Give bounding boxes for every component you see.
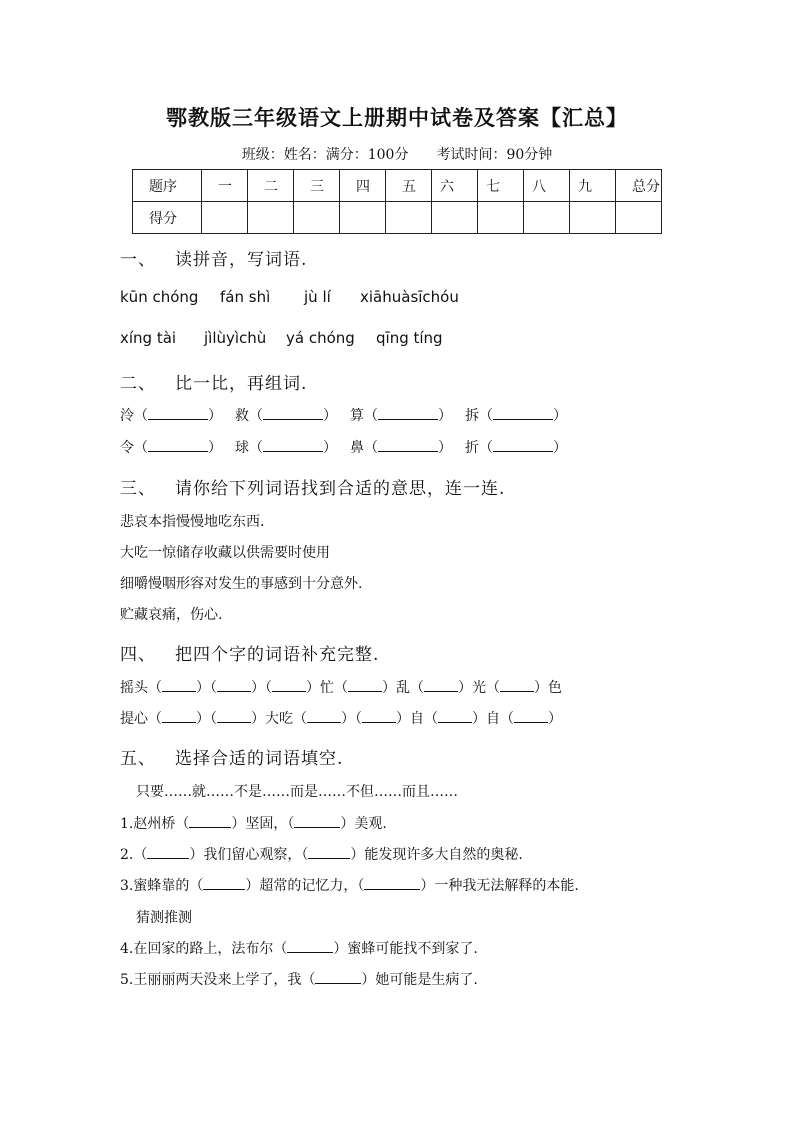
compare-item: 算（ ）	[350, 408, 452, 424]
question-text: ）超常的记忆力，（	[245, 878, 365, 894]
answer-blank[interactable]	[315, 971, 361, 984]
character: 折	[465, 440, 479, 456]
compare-item: 救（ ）	[235, 408, 337, 424]
answer-blank[interactable]	[438, 710, 472, 723]
answer-blank[interactable]	[362, 710, 396, 723]
page-title: 鄂教版三年级语文上册期中试卷及答案【汇总】	[166, 105, 628, 130]
header-cell: 九	[570, 170, 616, 202]
pinyin-item: jù lí	[304, 288, 331, 306]
matching-line: 贮藏哀痛，伤心.	[120, 607, 223, 623]
section-title: 选择合适的词语填空.	[175, 749, 344, 769]
answer-blank[interactable]	[217, 710, 251, 723]
matching-line: 悲哀本指慢慢地吃东西.	[120, 514, 265, 530]
section-title: 把四个字的词语补充完整.	[175, 645, 380, 665]
answer-blank[interactable]	[307, 710, 341, 723]
answer-blank[interactable]	[348, 679, 382, 692]
section-title: 读拼音，写词语.	[175, 250, 308, 270]
pinyin-item: kūn chóng	[120, 288, 199, 306]
header-cell: 一	[202, 170, 248, 202]
header-cell: 六	[432, 170, 478, 202]
character: 救	[235, 408, 249, 424]
answer-blank[interactable]	[424, 679, 458, 692]
answer-blank[interactable]	[263, 439, 323, 452]
answer-blank[interactable]	[148, 407, 208, 420]
question-text: 4.在回家的路上，法布尔（	[120, 941, 288, 957]
answer-blank[interactable]	[364, 877, 420, 890]
fill-question-3	[120, 875, 579, 895]
score-cell[interactable]	[478, 202, 524, 234]
question-text: ）一种我无法解释的本能.	[420, 878, 579, 894]
answer-blank[interactable]	[287, 940, 333, 953]
answer-blank[interactable]	[189, 815, 231, 828]
answer-blank[interactable]	[147, 846, 189, 859]
answer-blank[interactable]	[203, 877, 245, 890]
section-title: 请你给下列词语找到合适的意思，连一连.	[175, 479, 506, 499]
character: 泠	[120, 408, 134, 424]
pinyin-item: qīng tíng	[376, 329, 443, 347]
word-compare-row-1	[120, 405, 567, 425]
pinyin-item: xíng tài	[120, 329, 177, 347]
header-cell: 八	[524, 170, 570, 202]
score-cell[interactable]	[570, 202, 616, 234]
section-number: 三、	[120, 479, 156, 499]
word-bank-2: 猜测推测	[136, 910, 192, 926]
score-cell[interactable]	[248, 202, 294, 234]
pinyin-row-2	[120, 329, 443, 347]
answer-blank[interactable]	[263, 407, 323, 420]
character: 拆	[465, 408, 479, 424]
compare-item: 折（ ）	[465, 440, 567, 456]
section-number: 四、	[120, 645, 156, 665]
section-1-heading	[120, 245, 307, 270]
fill-question-2	[120, 844, 523, 864]
header-cell: 五	[386, 170, 432, 202]
answer-blank[interactable]	[162, 710, 196, 723]
section-number: 二、	[120, 374, 156, 394]
answer-blank[interactable]	[148, 439, 208, 452]
idiom-char: 大吃	[265, 711, 293, 727]
header-cell: 总分	[616, 170, 662, 202]
question-text: ）我们留心观察，（	[189, 847, 309, 863]
question-text: 2.（	[120, 847, 148, 863]
header-cell: 三	[294, 170, 340, 202]
pinyin-item: yá chóng	[286, 329, 355, 347]
character: 令	[120, 440, 134, 456]
compare-item: 拆（ ）	[465, 408, 567, 424]
header-cell: 二	[248, 170, 294, 202]
question-text: ）她可能是生病了.	[361, 972, 478, 988]
answer-blank[interactable]	[378, 439, 438, 452]
fill-question-1	[120, 813, 387, 833]
answer-blank[interactable]	[217, 679, 251, 692]
character: 球	[235, 440, 249, 456]
score-cell[interactable]	[616, 202, 662, 234]
idiom-char: 光	[472, 680, 486, 696]
score-cell[interactable]	[294, 202, 340, 234]
score-table-header-row	[133, 170, 662, 202]
compare-item: 球（ ）	[235, 440, 337, 456]
compare-item: 令（ ）	[120, 440, 222, 456]
compare-item: 鼻（ ）	[350, 440, 452, 456]
question-text: ）美观.	[340, 816, 387, 832]
score-cell[interactable]	[340, 202, 386, 234]
pinyin-item: fán shì	[220, 288, 271, 306]
answer-blank[interactable]	[493, 407, 553, 420]
header-cell: 四	[340, 170, 386, 202]
character: 算	[350, 408, 364, 424]
pinyin-item: jìlùyìchù	[204, 329, 267, 347]
exam-info: 班级：姓名：满分：100分 考试时间：90分钟	[241, 147, 553, 163]
idiom-char: 自	[410, 711, 424, 727]
character: 鼻	[350, 440, 364, 456]
score-table	[132, 169, 662, 234]
score-cell[interactable]	[432, 202, 478, 234]
answer-blank[interactable]	[500, 679, 534, 692]
idiom-char: 忙	[320, 680, 334, 696]
answer-blank[interactable]	[272, 679, 306, 692]
answer-blank[interactable]	[308, 846, 350, 859]
section-4-heading	[120, 640, 379, 665]
answer-blank[interactable]	[493, 439, 553, 452]
score-cell[interactable]	[386, 202, 432, 234]
compare-item: 泠（ ）	[120, 408, 222, 424]
fill-question-4	[120, 938, 478, 958]
idiom-char: 乱	[396, 680, 410, 696]
answer-blank[interactable]	[378, 407, 438, 420]
idiom-char: 提心	[120, 711, 148, 727]
score-table-score-row	[133, 202, 662, 234]
score-cell[interactable]	[524, 202, 570, 234]
idiom-char: 色	[548, 680, 562, 696]
section-5-heading	[120, 744, 343, 769]
matching-line: 大吃一惊储存收藏以供需要时使用	[120, 545, 330, 561]
matching-line: 细嚼慢咽形容对发生的事感到十分意外.	[120, 576, 363, 592]
section-title: 比一比，再组词.	[175, 374, 308, 394]
fill-question-5	[120, 969, 478, 989]
question-text: ）能发现许多大自然的奥秘.	[350, 847, 523, 863]
section-number: 一、	[120, 250, 156, 270]
pinyin-row-1	[120, 288, 459, 306]
score-cell[interactable]	[202, 202, 248, 234]
section-number: 五、	[120, 749, 156, 769]
word-compare-row-2	[120, 437, 567, 457]
header-cell: 七	[478, 170, 524, 202]
pinyin-item: xiāhuàsīchóu	[360, 288, 459, 306]
section-3-heading	[120, 474, 505, 499]
question-text: ）坚固，（	[231, 816, 295, 832]
idiom-row-1: 摇头（ ）（ ）（ ）忙（ ）乱（ ）光（ ）色	[120, 680, 562, 696]
question-text: 3.蜜蜂靠的（	[120, 878, 204, 894]
question-text: 5.王丽丽两天没来上学了，我（	[120, 972, 316, 988]
question-text: ）蜜蜂可能找不到家了.	[333, 941, 478, 957]
word-bank-1: 只要……就……不是……而是……不但……而且……	[136, 784, 458, 800]
idiom-char: 自	[486, 711, 500, 727]
idiom-char: 摇头	[120, 680, 148, 696]
idiom-row-2: 提心（ ）（ ）大吃（ ）（ ）自（ ）自（ ）	[120, 711, 562, 727]
section-2-heading	[120, 369, 307, 394]
answer-blank[interactable]	[294, 815, 340, 828]
score-row-label: 得分	[133, 202, 202, 234]
header-cell: 题序	[133, 170, 202, 202]
question-text: 1.赵州桥（	[120, 816, 190, 832]
answer-blank[interactable]	[514, 710, 548, 723]
answer-blank[interactable]	[162, 679, 196, 692]
